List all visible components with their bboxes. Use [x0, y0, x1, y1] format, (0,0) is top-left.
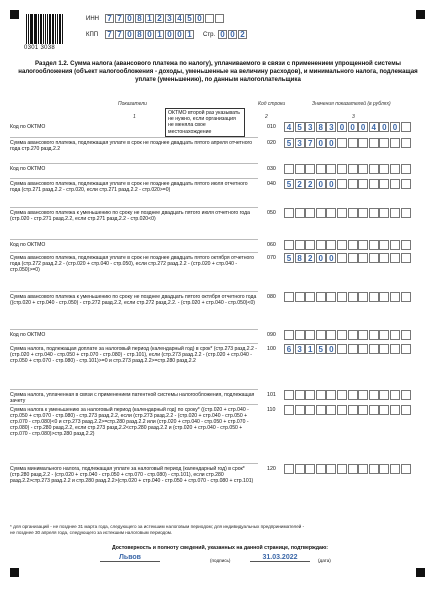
- value-cell[interactable]: 2: [305, 179, 315, 189]
- value-cell[interactable]: [379, 390, 389, 400]
- row-050-value-field[interactable]: [284, 208, 411, 218]
- value-cell[interactable]: [326, 390, 336, 400]
- value-cell[interactable]: [337, 390, 347, 400]
- value-cell[interactable]: [337, 253, 347, 263]
- value-cell[interactable]: [348, 390, 358, 400]
- value-cell[interactable]: [401, 164, 411, 174]
- value-cell[interactable]: [326, 405, 336, 415]
- corner-marker-bottom-left: [10, 568, 19, 577]
- barcode: [26, 14, 64, 44]
- signature-label: (подпись): [210, 558, 231, 563]
- value-cell[interactable]: [369, 208, 379, 218]
- value-cell[interactable]: [358, 179, 368, 189]
- value-cell[interactable]: [337, 292, 347, 302]
- value-cell[interactable]: [379, 164, 389, 174]
- value-cell[interactable]: [379, 253, 389, 263]
- value-cell[interactable]: 0: [348, 122, 358, 132]
- value-cell[interactable]: [348, 208, 358, 218]
- value-cell[interactable]: [390, 240, 400, 250]
- row-110-code: 110: [267, 407, 276, 413]
- value-cell[interactable]: [401, 122, 411, 132]
- row-090-value-field[interactable]: [284, 330, 411, 340]
- value-cell[interactable]: [284, 208, 294, 218]
- value-cell[interactable]: [326, 292, 336, 302]
- value-cell[interactable]: 3: [295, 344, 305, 354]
- page-cell[interactable]: 0: [218, 30, 227, 39]
- row-060-value-field[interactable]: [284, 240, 411, 250]
- value-cell[interactable]: [401, 138, 411, 148]
- value-cell[interactable]: [284, 240, 294, 250]
- value-cell[interactable]: [390, 330, 400, 340]
- value-cell[interactable]: 6: [284, 344, 294, 354]
- row-100-value-field[interactable]: [284, 344, 411, 354]
- row-020-code: 020: [267, 140, 276, 146]
- row-divider: [10, 137, 258, 138]
- value-cell[interactable]: [316, 240, 326, 250]
- corner-marker-top-right: [416, 10, 425, 19]
- date-label: (дата): [318, 558, 331, 563]
- value-cell[interactable]: [401, 405, 411, 415]
- row-030-value-field[interactable]: [284, 164, 411, 174]
- row-060-label: Код по ОКТМО: [10, 242, 46, 248]
- value-cell[interactable]: [390, 292, 400, 302]
- row-020-value-field[interactable]: [284, 138, 411, 148]
- row-060-code: 060: [267, 242, 276, 248]
- value-cell[interactable]: [358, 138, 368, 148]
- value-cell[interactable]: [390, 405, 400, 415]
- value-cell[interactable]: [337, 344, 347, 354]
- value-cell[interactable]: [379, 138, 389, 148]
- value-cell[interactable]: [358, 208, 368, 218]
- value-cell[interactable]: [337, 464, 347, 474]
- kpp-cell[interactable]: 1: [155, 30, 164, 39]
- value-cell[interactable]: [295, 164, 305, 174]
- row-040-label: Сумма авансового платежа, подлежащая уплате в срок не позднее двадцать пятого июля отчетного года (стр.271 разд.2.2 - стр.020, если стр.271 разд.2.2 - стр.020>=0): [10, 181, 248, 193]
- page-cell[interactable]: 2: [238, 30, 247, 39]
- value-cell[interactable]: [358, 164, 368, 174]
- value-cell[interactable]: [401, 344, 411, 354]
- value-cell[interactable]: [337, 208, 347, 218]
- value-cell[interactable]: 0: [326, 179, 336, 189]
- value-cell[interactable]: [379, 179, 389, 189]
- page-number-field: [218, 30, 248, 39]
- value-cell[interactable]: [379, 464, 389, 474]
- value-cell[interactable]: [358, 464, 368, 474]
- value-cell[interactable]: [369, 330, 379, 340]
- row-090-code: 090: [267, 332, 276, 338]
- value-cell[interactable]: [348, 464, 358, 474]
- inn-label: ИНН: [86, 16, 99, 22]
- value-cell[interactable]: 0: [337, 122, 347, 132]
- row-divider: [10, 207, 258, 208]
- row-090-label: Код по ОКТМО: [10, 332, 46, 338]
- value-cell[interactable]: [326, 330, 336, 340]
- value-cell[interactable]: [369, 390, 379, 400]
- inn-field: [105, 14, 225, 23]
- value-cell[interactable]: [401, 390, 411, 400]
- row-divider: [10, 291, 258, 292]
- value-cell[interactable]: [401, 240, 411, 250]
- value-cell[interactable]: [369, 344, 379, 354]
- kpp-cell[interactable]: 0: [175, 30, 184, 39]
- value-cell[interactable]: [369, 240, 379, 250]
- inn-cell[interactable]: 0: [195, 14, 204, 23]
- value-cell[interactable]: [401, 464, 411, 474]
- value-cell[interactable]: [379, 344, 389, 354]
- value-cell[interactable]: [305, 208, 315, 218]
- row-120-value-field[interactable]: [284, 464, 411, 474]
- kpp-cell[interactable]: 8: [135, 30, 144, 39]
- confirmation-text: Достоверность и полноту сведений, указанных на данной странице, подтверждаю:: [111, 545, 329, 551]
- row-divider: [10, 329, 258, 330]
- value-cell[interactable]: [390, 390, 400, 400]
- row-120-code: 120: [267, 466, 276, 472]
- value-cell[interactable]: [401, 208, 411, 218]
- value-cell[interactable]: [379, 208, 389, 218]
- value-cell[interactable]: [326, 464, 336, 474]
- value-cell[interactable]: [295, 390, 305, 400]
- value-cell[interactable]: [369, 464, 379, 474]
- row-050-label: Сумма авансового платежа к уменьшению по сроку не позднее двадцать пятого июля отчетного года (стр.020 - стр.271 разд.2.2, если стр.271 разд.2.2 - стр.020<0): [10, 210, 250, 222]
- inn-cell[interactable]: 2: [155, 14, 164, 23]
- value-cell[interactable]: 5: [284, 253, 294, 263]
- value-cell[interactable]: [316, 330, 326, 340]
- value-cell[interactable]: 0: [316, 179, 326, 189]
- value-cell[interactable]: [316, 464, 326, 474]
- value-cell[interactable]: [358, 344, 368, 354]
- value-cell[interactable]: [390, 164, 400, 174]
- value-cell[interactable]: [358, 240, 368, 250]
- row-divider: [10, 404, 258, 405]
- value-cell[interactable]: 0: [358, 122, 368, 132]
- value-cell[interactable]: 5: [316, 344, 326, 354]
- row-divider: [10, 239, 258, 240]
- value-cell[interactable]: [305, 330, 315, 340]
- kpp-cell[interactable]: 1: [185, 30, 194, 39]
- value-cell[interactable]: [316, 164, 326, 174]
- value-cell[interactable]: [284, 405, 294, 415]
- value-cell[interactable]: [390, 208, 400, 218]
- row-070-code: 070: [267, 255, 276, 261]
- row-030-code: 030: [267, 166, 276, 172]
- value-cell[interactable]: [358, 292, 368, 302]
- value-cell[interactable]: [348, 405, 358, 415]
- value-cell[interactable]: 0: [326, 253, 336, 263]
- kpp-cell[interactable]: 0: [125, 30, 134, 39]
- kpp-cell[interactable]: 0: [165, 30, 174, 39]
- value-cell[interactable]: [348, 240, 358, 250]
- row-100-code: 100: [267, 346, 276, 352]
- column-number-1: 1: [133, 114, 136, 120]
- value-cell[interactable]: [348, 292, 358, 302]
- value-cell[interactable]: 1: [305, 344, 315, 354]
- value-cell[interactable]: [358, 330, 368, 340]
- value-cell[interactable]: [305, 164, 315, 174]
- value-cell[interactable]: 4: [369, 122, 379, 132]
- inn-cell[interactable]: 3: [165, 14, 174, 23]
- row-050-code: 050: [267, 210, 276, 216]
- section-title: Раздел 1.2. Сумма налога (авансового платежа по налогу), уплачиваемого в связи с применением упрощенной системы налогообложения (объект налогообложения - доходы, уменьшенные на величину расходов), и минимального налога, подлежащая уплате (уменьшению), по данным налогоплательщика: [18, 60, 418, 83]
- value-cell[interactable]: 2: [295, 179, 305, 189]
- value-cell[interactable]: [379, 330, 389, 340]
- row-101-code: 101: [267, 392, 276, 398]
- value-cell[interactable]: [369, 164, 379, 174]
- value-cell[interactable]: 0: [316, 253, 326, 263]
- value-cell[interactable]: [390, 464, 400, 474]
- row-110-value-field[interactable]: [284, 405, 411, 415]
- value-cell[interactable]: [337, 405, 347, 415]
- row-divider: [10, 343, 258, 344]
- value-cell[interactable]: [390, 253, 400, 263]
- value-cell[interactable]: [348, 179, 358, 189]
- kpp-label: КПП: [86, 32, 99, 38]
- value-cell[interactable]: 0: [326, 138, 336, 148]
- inn-cell[interactable]: 1: [145, 14, 154, 23]
- value-cell[interactable]: [316, 292, 326, 302]
- corner-marker-top-left: [10, 10, 19, 19]
- value-cell[interactable]: 0: [316, 138, 326, 148]
- row-070-value-field[interactable]: [284, 253, 411, 263]
- value-cell[interactable]: 2: [305, 253, 315, 263]
- inn-cell[interactable]: [215, 14, 224, 23]
- value-cell[interactable]: [316, 208, 326, 218]
- kpp-cell[interactable]: 0: [145, 30, 154, 39]
- inn-cell[interactable]: 0: [125, 14, 134, 23]
- row-040-code: 040: [267, 181, 276, 187]
- value-cell[interactable]: [358, 253, 368, 263]
- value-cell[interactable]: 0: [390, 122, 400, 132]
- page-label: Стр.: [203, 32, 216, 38]
- row-080-code: 080: [267, 294, 276, 300]
- value-cell[interactable]: [369, 179, 379, 189]
- value-cell[interactable]: 0: [379, 122, 389, 132]
- value-cell[interactable]: [284, 164, 294, 174]
- row-010-code: 010: [267, 124, 276, 130]
- signature-date[interactable]: 31.03.2022: [250, 554, 310, 562]
- row-101-value-field[interactable]: [284, 390, 411, 400]
- value-cell[interactable]: [337, 240, 347, 250]
- value-cell[interactable]: [284, 292, 294, 302]
- footnote: * для организаций - не позднее 31 марта года, следующего за истекшим налоговым периодом; для индивидуальных предпринимателей - не позднее 30 апреля года, следующего за истекшим налоговым периодом.: [10, 524, 305, 535]
- row-divider: [10, 252, 258, 253]
- value-cell[interactable]: [379, 240, 389, 250]
- row-030-label: Код по ОКТМО: [10, 166, 46, 172]
- value-cell[interactable]: [390, 138, 400, 148]
- column-header-line-code: Код строки: [258, 101, 286, 107]
- value-cell[interactable]: [379, 405, 389, 415]
- inn-cell[interactable]: 5: [185, 14, 194, 23]
- value-cell[interactable]: [348, 330, 358, 340]
- value-cell[interactable]: [401, 253, 411, 263]
- kpp-cell[interactable]: 7: [105, 30, 114, 39]
- value-cell[interactable]: [390, 179, 400, 189]
- row-020-label: Сумма авансового платежа, подлежащая уплате в срок не позднее двадцать пятого апреля отчетного года стр.270 разд.2.2: [10, 140, 253, 152]
- row-010-label: Код по ОКТМО: [10, 124, 46, 130]
- value-cell[interactable]: [337, 164, 347, 174]
- column-number-3: 3: [352, 114, 355, 120]
- row-divider: [10, 163, 258, 164]
- column-header-values: Значения показателей (в рублях): [312, 101, 391, 107]
- inn-cell[interactable]: [205, 14, 214, 23]
- value-cell[interactable]: [326, 208, 336, 218]
- value-cell[interactable]: [305, 390, 315, 400]
- value-cell[interactable]: [326, 240, 336, 250]
- value-cell[interactable]: [379, 292, 389, 302]
- value-cell[interactable]: 3: [326, 122, 336, 132]
- value-cell[interactable]: [295, 208, 305, 218]
- value-cell[interactable]: [348, 253, 358, 263]
- value-cell[interactable]: [326, 164, 336, 174]
- page-cell[interactable]: 0: [228, 30, 237, 39]
- kpp-field: [105, 30, 195, 39]
- value-cell[interactable]: 5: [284, 179, 294, 189]
- corner-marker-bottom-right: [416, 568, 425, 577]
- value-cell[interactable]: 8: [295, 253, 305, 263]
- value-cell[interactable]: 3: [305, 122, 315, 132]
- value-cell[interactable]: [295, 240, 305, 250]
- row-010-value-field[interactable]: [284, 122, 411, 132]
- value-cell[interactable]: [316, 405, 326, 415]
- value-cell[interactable]: [316, 390, 326, 400]
- value-cell[interactable]: [369, 138, 379, 148]
- value-cell[interactable]: [401, 292, 411, 302]
- value-cell[interactable]: [284, 390, 294, 400]
- value-cell[interactable]: [401, 330, 411, 340]
- row-101-label: Сумма налога, уплаченная в связи с применением патентной системы налогообложения, подлежащая зачету: [10, 392, 255, 404]
- value-cell[interactable]: [358, 390, 368, 400]
- value-cell[interactable]: [358, 405, 368, 415]
- value-cell[interactable]: [305, 292, 315, 302]
- value-cell[interactable]: [295, 292, 305, 302]
- inn-cell[interactable]: 7: [105, 14, 114, 23]
- value-cell[interactable]: [348, 138, 358, 148]
- row-080-value-field[interactable]: [284, 292, 411, 302]
- value-cell[interactable]: [337, 138, 347, 148]
- row-120-label: Сумма минимального налога, подлежащая уплате за налоговый период (календарный год) в срок* (стр.280 разд.2.2 - (стр.020 + стр.040 - стр.050 + стр.070 - стр.080) - стр.101), если стр.280 разд.2.2>стр.273 разд.2.2 и стр.280 разд.2.2>(стр.020 + стр.040 - стр.050 + стр.070 - стр.080 + стр.101): [10, 466, 254, 484]
- value-cell[interactable]: 8: [316, 122, 326, 132]
- value-cell[interactable]: [295, 330, 305, 340]
- value-cell[interactable]: 0: [326, 344, 336, 354]
- column-number-2: 2: [265, 114, 268, 120]
- value-cell[interactable]: 4: [284, 122, 294, 132]
- inn-cell[interactable]: 7: [115, 14, 124, 23]
- row-110-label: Сумма налога к уменьшению за налоговый период (календарный год) по сроку* ((стр.020 + стр.040 - стр.050 + стр.070 - стр.080) - стр.273 разд.2.2, если (стр.273 разд.2.2 - (стр.020 + стр.040 - стр.050 + стр.070 - стр.080)<0 и стр.273 разд.2.2>=стр.280 разд.2.2 или (стр.020 + стр.040 - стр.050 + стр.070 - стр.080) - стр.280 разд.2.2, если стр.273 разд.2.2<стр.280 разд.2.2 и (стр.020 + стр.040 - стр.050 + стр.070 - стр.080)>стр.280 разд.2.2): [10, 407, 249, 437]
- row-080-label: Сумма авансового платежа к уменьшению по сроку не позднее двадцать пятого октября отчетного года ((стр.020 + стр.040 - стр.050) - стр.272 разд.2.2, если стр.272 разд.2.2. - (стр.020 + стр.040 - стр.050)<0): [10, 294, 257, 306]
- value-cell[interactable]: [337, 179, 347, 189]
- inn-cell[interactable]: 4: [175, 14, 184, 23]
- value-cell[interactable]: [369, 405, 379, 415]
- value-cell[interactable]: [348, 344, 358, 354]
- value-cell[interactable]: [284, 330, 294, 340]
- value-cell[interactable]: [337, 330, 347, 340]
- inn-cell[interactable]: 8: [135, 14, 144, 23]
- value-cell[interactable]: [305, 405, 315, 415]
- value-cell[interactable]: [390, 344, 400, 354]
- row-070-label: Сумма авансового платежа, подлежащая уплате в срок не позднее двадцать пятого октября отчетного года (стр.272 разд.2.2 - (стр.020 + стр.040 - стр.050), если стр.272 разд.2.2 - (стр.020 + стр.040 - стр.050)>=0): [10, 255, 254, 273]
- value-cell[interactable]: 5: [295, 122, 305, 132]
- value-cell[interactable]: 3: [295, 138, 305, 148]
- oktmo-note: ОКТМО второй раз указывать не нужно, если организация не меняла свое местонахождение: [165, 108, 245, 137]
- value-cell[interactable]: [401, 179, 411, 189]
- value-cell[interactable]: [305, 240, 315, 250]
- value-cell[interactable]: [295, 464, 305, 474]
- value-cell[interactable]: 5: [284, 138, 294, 148]
- value-cell[interactable]: [305, 464, 315, 474]
- row-divider: [10, 389, 258, 390]
- value-cell[interactable]: 7: [305, 138, 315, 148]
- value-cell[interactable]: [369, 292, 379, 302]
- value-cell[interactable]: [348, 164, 358, 174]
- value-cell[interactable]: [295, 405, 305, 415]
- barcode-number: 0301 3038: [24, 45, 56, 51]
- row-divider: [10, 463, 258, 464]
- row-100-label: Сумма налога, подлежащая доплате за налоговый период (календарный год) в срок* (стр.273 разд.2.2 - (стр.020 + стр.040 - стр.050 + стр.070 - стр.080) - стр.101), если (стр.273 разд.2.2 - (стр.020 + стр.040 - стр.050 + стр.070 - стр.080) - стр.101)>=0 и стр.273 разд.2.2>=стр.280 разд.2.2: [10, 346, 257, 364]
- kpp-cell[interactable]: 7: [115, 30, 124, 39]
- value-cell[interactable]: [284, 464, 294, 474]
- value-cell[interactable]: [369, 253, 379, 263]
- column-header-indicators: Показатели: [118, 101, 147, 107]
- row-divider: [10, 178, 258, 179]
- signer-name[interactable]: Львов: [100, 554, 160, 562]
- row-040-value-field[interactable]: [284, 179, 411, 189]
